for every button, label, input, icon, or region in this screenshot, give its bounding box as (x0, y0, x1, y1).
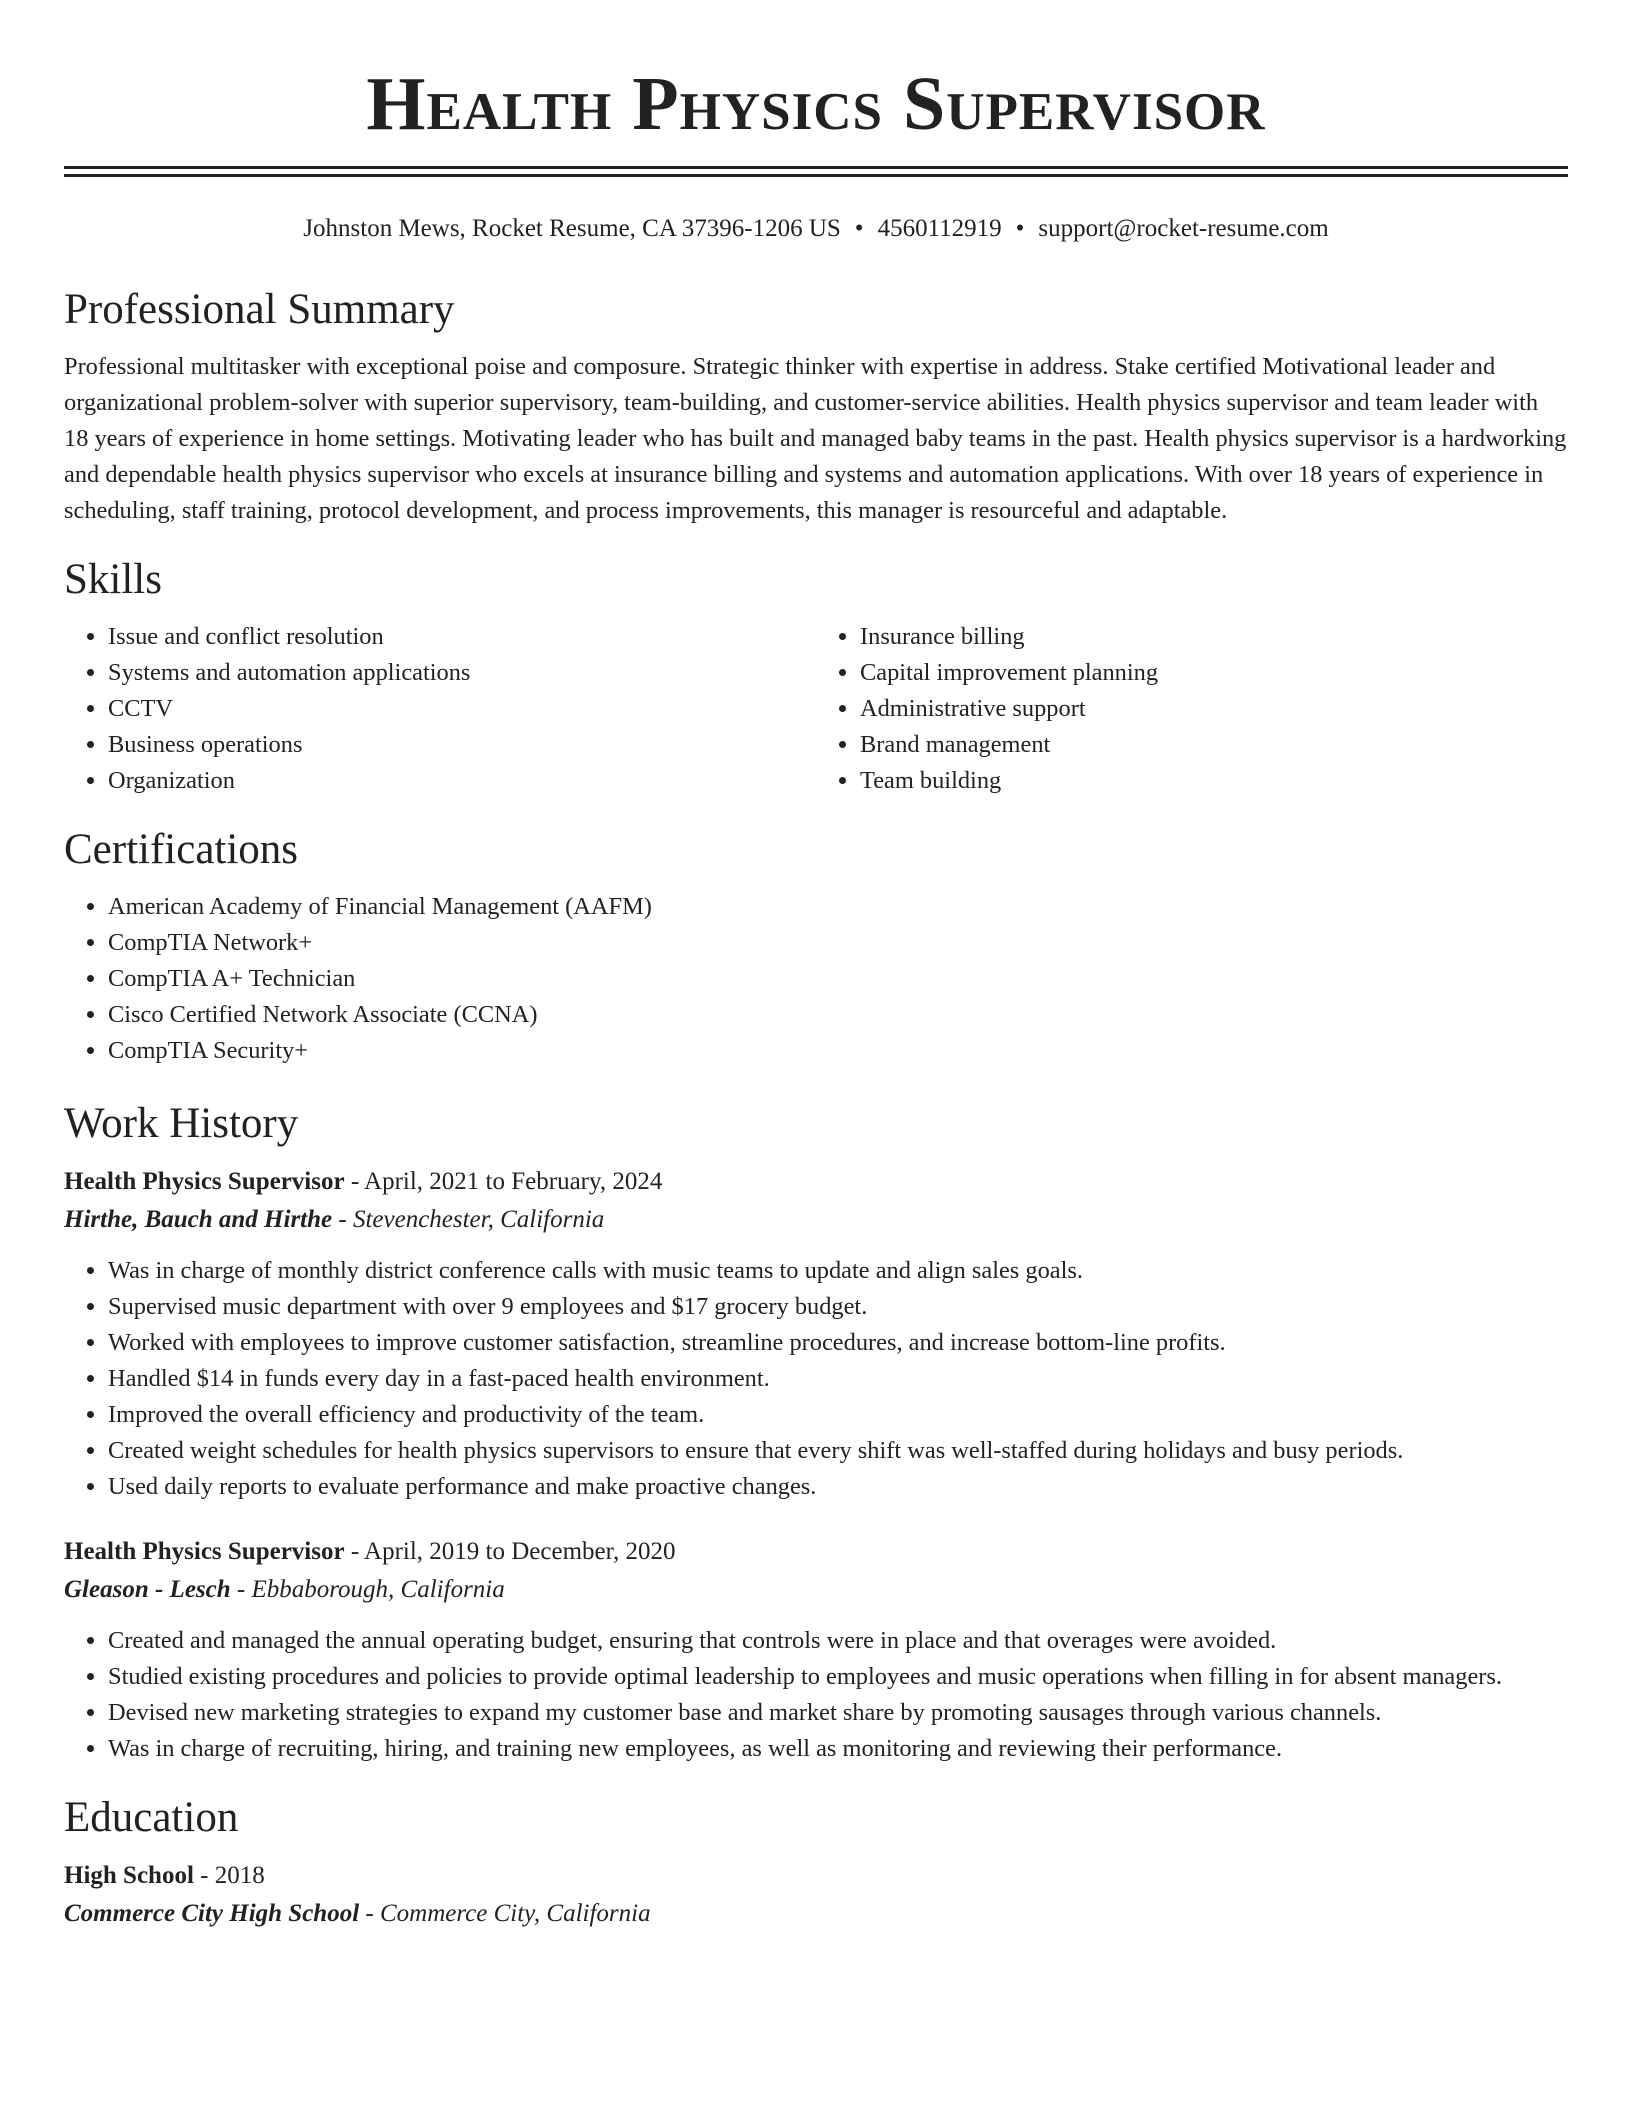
job-bullet: • Improved the overall efficiency and productivity of the team. (108, 1397, 1568, 1433)
certifications-list (64, 889, 1568, 1069)
job-entry (64, 1163, 1568, 1505)
contact-address: Johnston Mews, Rocket Resume, CA 37396-1206 US (303, 215, 841, 242)
education-school: Commerce City High School (64, 1900, 360, 1927)
education-degree-line: High School - 2018 (64, 1862, 265, 1889)
contact-email: support@rocket-resume.com (1038, 215, 1329, 242)
certification-item: • CompTIA Security+ (108, 1033, 1568, 1069)
resume-name: Health Physics Supervisor (366, 62, 1266, 146)
job-bullet: • Worked with employees to improve customer satisfaction, streamline procedures, and increase bottom-line profits. (108, 1325, 1568, 1361)
job-bullet: • Devised new marketing strategies to expand my customer base and market share by promoting sausages through various channels. (108, 1695, 1568, 1731)
work-history-section (64, 1099, 1568, 1767)
skills-grid (64, 619, 1568, 799)
skill-item: • Team building (860, 763, 1568, 799)
job-location: Ebbaborough, California (251, 1576, 505, 1603)
skills-section (64, 555, 1568, 799)
certifications-section (64, 825, 1568, 1069)
education-school-line: Commerce City High School - Commerce City, California (64, 1900, 651, 1927)
job-company-line: Gleason - Lesch - Ebbaborough, California (64, 1576, 505, 1603)
skill-item: • Administrative support (860, 691, 1568, 727)
job-role: Health Physics Supervisor (64, 1538, 345, 1565)
summary-text: Professional multitasker with exceptional poise and composure. Strategic thinker with expertise in address. Stake certified Motivational leader and organizational problem-solver with superior supervisory, team-building, and customer-service abilities. Health physics supervisor and team leader with 18 years of experience in home settings. Motivating leader who has built and managed baby teams in the past. Health physics supervisor is a hardworking and dependable health physics supervisor who excels at insurance billing and systems and automation applications. With over 18 years of experience in scheduling, staff training, protocol development, and process improvements, this manager is resourceful and adaptable. (64, 353, 1567, 524)
education-location: Commerce City, California (379, 1900, 651, 1927)
job-company: Hirthe, Bauch and Hirthe (64, 1206, 333, 1233)
contact-separator: • (1015, 215, 1025, 242)
skill-item: • Organization (108, 763, 816, 799)
certification-item: • CompTIA Network+ (108, 925, 1568, 961)
job-role: Health Physics Supervisor (64, 1168, 345, 1195)
education-degree: High School (64, 1862, 194, 1889)
job-bullet: • Studied existing procedures and policies to provide optimal leadership to employees and music operations when filling in for absent managers. (108, 1659, 1568, 1695)
job-bullet: • Supervised music department with over 9 employees and $17 grocery budget. (108, 1289, 1568, 1325)
certification-item: • CompTIA A+ Technician (108, 961, 1568, 997)
certification-item: • American Academy of Financial Management (AAFM) (108, 889, 1568, 925)
job-company: Gleason - Lesch (64, 1576, 231, 1603)
skill-item: • CCTV (108, 691, 816, 727)
job-title-line: Health Physics Supervisor - April, 2019 to December, 2020 (64, 1538, 676, 1565)
skill-item: • Systems and automation applications (108, 655, 816, 691)
job-bullet: • Used daily reports to evaluate performance and make proactive changes. (108, 1469, 1568, 1505)
summary-section (64, 285, 1568, 529)
skill-item: • Capital improvement planning (860, 655, 1568, 691)
skills-list-left (64, 619, 816, 799)
job-bullet: • Handled $14 in funds every day in a fast-paced health environment. (108, 1361, 1568, 1397)
skill-item: • Insurance billing (860, 619, 1568, 655)
education-section (64, 1793, 1568, 1933)
skills-heading: Skills (64, 556, 162, 603)
job-bullet: • Created and managed the annual operating budget, ensuring that controls were in place and that overages were avoided. (108, 1623, 1568, 1659)
job-bullet: • Was in charge of recruiting, hiring, and training new employees, as well as monitoring and reviewing their performance. (108, 1731, 1568, 1767)
skills-list-right (816, 619, 1568, 799)
skill-item: • Issue and conflict resolution (108, 619, 816, 655)
summary-heading: Professional Summary (64, 286, 455, 333)
job-location: Stevenchester, California (352, 1206, 605, 1233)
certifications-heading: Certifications (64, 826, 299, 873)
job-bullets (64, 1623, 1568, 1767)
skill-item: • Brand management (860, 727, 1568, 763)
job-title-line: Health Physics Supervisor - April, 2021 to February, 2024 (64, 1168, 663, 1195)
job-company-line: Hirthe, Bauch and Hirthe - Stevenchester, California (64, 1206, 605, 1233)
contact-phone: 4560112919 (877, 215, 1002, 242)
job-dates: April, 2021 to February, 2024 (364, 1168, 663, 1195)
education-year: 2018 (214, 1862, 265, 1889)
skill-item: • Business operations (108, 727, 816, 763)
contact-separator: • (854, 215, 864, 242)
certification-item: • Cisco Certified Network Associate (CCNA) (108, 997, 1568, 1033)
work-history-heading: Work History (64, 1100, 299, 1147)
job-entry (64, 1533, 1568, 1767)
contact-line (64, 213, 1568, 245)
education-heading: Education (64, 1794, 239, 1841)
header-divider (64, 166, 1568, 177)
job-dates: April, 2019 to December, 2020 (364, 1538, 676, 1565)
job-bullet: • Created weight schedules for health physics supervisors to ensure that every shift was well-staffed during holidays and busy periods. (108, 1433, 1568, 1469)
job-bullet: • Was in charge of monthly district conference calls with music teams to update and align sales goals. (108, 1253, 1568, 1289)
job-bullets (64, 1253, 1568, 1505)
